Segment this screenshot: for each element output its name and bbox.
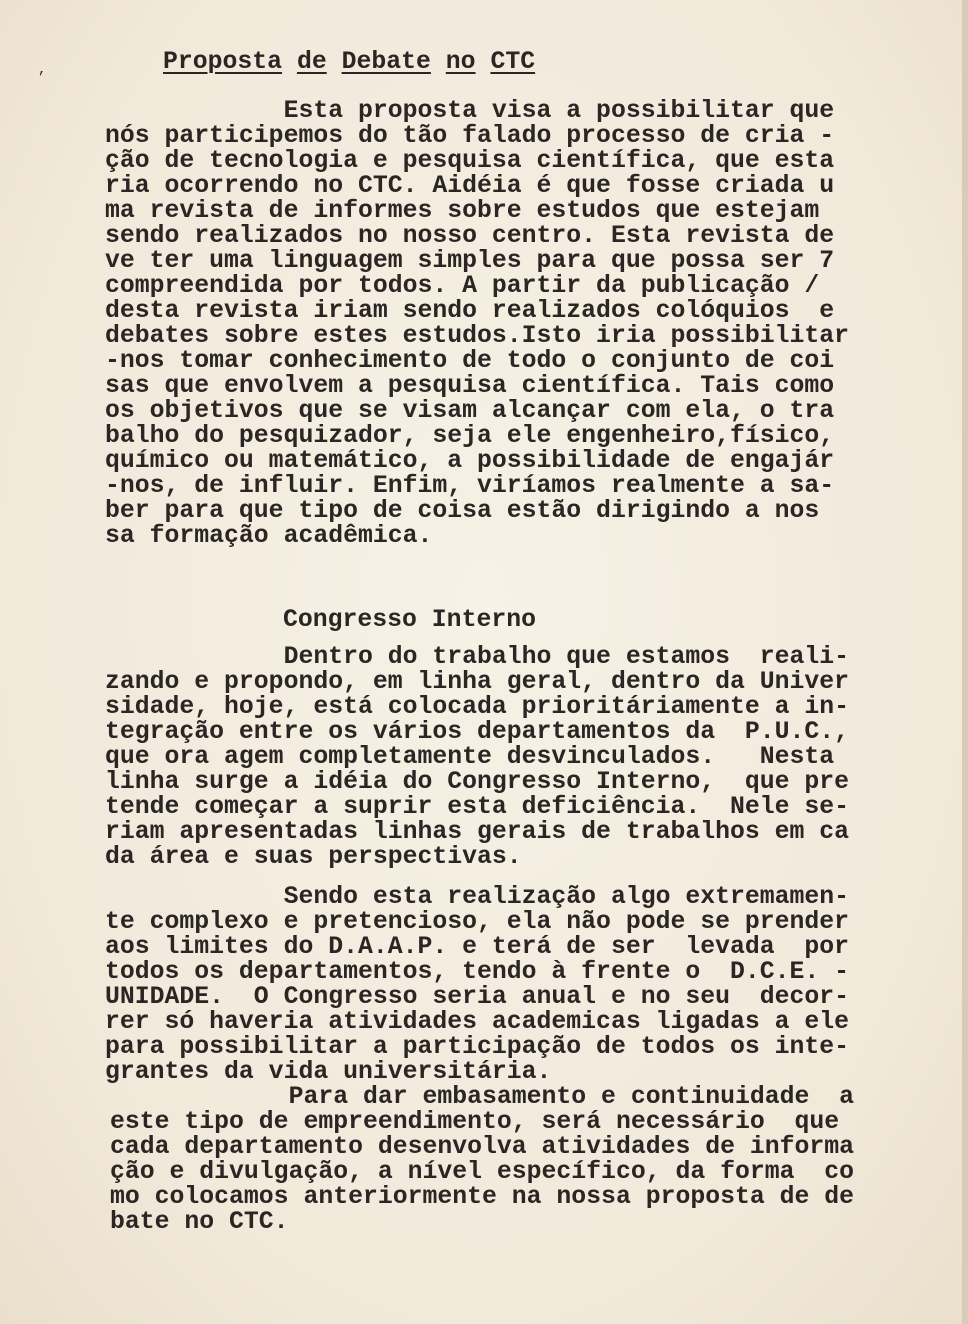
- margin-mark: ,: [38, 62, 47, 78]
- text-line: nós participemos do tão falado processo de cria -: [105, 122, 835, 150]
- paragraph-proposta: [105, 99, 849, 549]
- document-title: [163, 48, 535, 76]
- text-line: -nos tomar conhecimento de todo o conjunto de coi: [105, 347, 835, 375]
- text-line: zando e propondo, em linha geral, dentro da Univer: [105, 668, 850, 696]
- paragraph-congresso-3: [110, 1085, 854, 1235]
- text-line: mo colocamos anteriormente na nossa proposta de de: [110, 1183, 855, 1211]
- text-line: tende começar a suprir esta deficiência. Nele se-: [105, 793, 850, 821]
- text-line: todos os departamentos, tendo à frente o D.C.E. -: [105, 958, 850, 986]
- text-line: linha surge a idéia do Congresso Interno, que pre: [105, 768, 850, 796]
- text-line: para possibilitar a participação de todos os inte-: [105, 1033, 850, 1061]
- text-line: ve ter uma linguagem simples para que possa ser 7: [105, 247, 835, 275]
- paragraph-congresso-2: [105, 885, 849, 1085]
- text-line: os objetivos que se visam alcançar com ela, o tra: [105, 397, 835, 425]
- text-line: ção e divulgação, a nível específico, da forma co: [110, 1158, 855, 1186]
- page-edge: [962, 0, 968, 1324]
- text-line: aos limites do D.A.A.P. e terá de ser levada por: [105, 933, 850, 961]
- text-line: que ora agem completamente desvinculados. Nesta: [105, 743, 835, 771]
- text-line: sa formação acadêmica.: [105, 522, 433, 550]
- text-line: químico ou matemático, a possibilidade de engajár: [105, 447, 835, 475]
- text-line: Sendo esta realização algo extremamen-: [105, 883, 850, 911]
- title-word: de: [296, 48, 327, 76]
- text-line: ber para que tipo de coisa estão dirigindo a nos: [105, 497, 820, 525]
- text-line: bate no CTC.: [110, 1208, 289, 1236]
- text-line: riam apresentadas linhas gerais de trabalhos em ca: [105, 818, 850, 846]
- section-heading: Congresso Interno: [283, 606, 536, 634]
- text-line: ção de tecnologia e pesquisa científica, que esta: [105, 147, 835, 175]
- text-line: tegração entre os vários departamentos da P.U.C.,: [105, 718, 850, 746]
- text-line: este tipo de empreendimento, será necessário que: [110, 1108, 840, 1136]
- text-line: Esta proposta visa a possibilitar que: [105, 97, 835, 125]
- text-line: debates sobre estes estudos.Isto iria possibilitar: [105, 322, 850, 350]
- text-line: UNIDADE. O Congresso seria anual e no seu decor-: [105, 983, 850, 1011]
- text-line: sendo realizados no nosso centro. Esta revista de: [105, 222, 835, 250]
- text-line: desta revista iriam sendo realizados colóquios e: [105, 297, 835, 325]
- text-line: -nos, de influir. Enfim, viríamos realmente a sa-: [105, 472, 835, 500]
- text-line: grantes da vida universitária.: [105, 1058, 552, 1086]
- text-line: te complexo e pretencioso, ela não pode se prender: [105, 908, 850, 936]
- text-line: Dentro do trabalho que estamos reali-: [105, 643, 850, 671]
- text-line: sidade, hoje, está colocada prioritáriamente a in-: [105, 693, 850, 721]
- text-line: Para dar embasamento e continuidade a: [110, 1083, 855, 1111]
- paragraph-congresso-1: [105, 645, 849, 870]
- title-word: Proposta: [163, 48, 283, 76]
- title-word: CTC: [490, 48, 536, 76]
- title-word: no: [445, 48, 476, 76]
- text-line: cada departamento desenvolva atividades de informa: [110, 1133, 855, 1161]
- text-line: sas que envolvem a pesquisa científica. Tais como: [105, 372, 835, 400]
- text-line: balho do pesquizador, seja ele engenheiro,físico,: [105, 422, 835, 450]
- title-word: Debate: [341, 48, 431, 76]
- text-line: da área e suas perspectivas.: [105, 843, 522, 871]
- text-line: ma revista de informes sobre estudos que estejam: [105, 197, 820, 225]
- text-line: ria ocorrendo no CTC. Aidéia é que fosse criada u: [105, 172, 835, 200]
- text-line: compreendida por todos. A partir da publicação /: [105, 272, 820, 300]
- text-line: rer só haveria atividades academicas ligadas a ele: [105, 1008, 850, 1036]
